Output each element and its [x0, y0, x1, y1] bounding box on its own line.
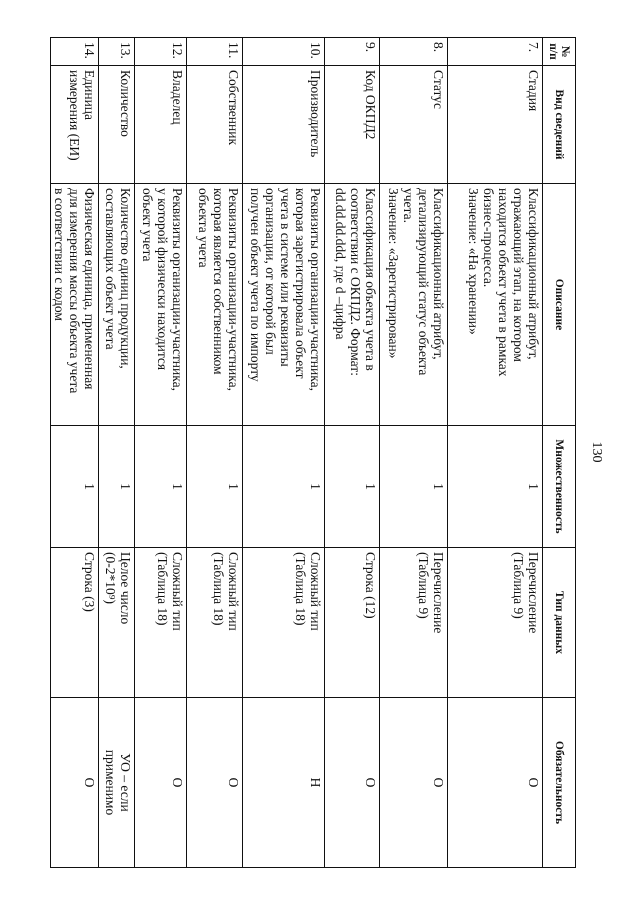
- cell-num: 11.: [187, 38, 243, 66]
- cell-desc: Физическая единица, примененная для измерения массы объекта учета в соответствии с кодом: [51, 184, 99, 426]
- data-table: [50, 37, 576, 868]
- cell-mult: 1: [448, 426, 543, 548]
- cell-req: УО – если применимо: [99, 698, 135, 868]
- cell-req: О: [187, 698, 243, 868]
- table-row: [99, 38, 135, 868]
- cell-num: 12.: [135, 38, 187, 66]
- cell-mult: 1: [187, 426, 243, 548]
- cell-kind: Статус: [380, 66, 448, 184]
- cell-req: О: [380, 698, 448, 868]
- cell-desc: Классификационный атрибут, детализирующий статус объекта учета. Значение: «Зарегистрирован»: [380, 184, 448, 426]
- header-req: Обязательность: [543, 698, 576, 868]
- table-row: [187, 38, 243, 868]
- cell-num: 13.: [99, 38, 135, 66]
- cell-desc: Классификационный атрибут, отражающий этап, на котором находится объект учета в рамках бизнес-процесса. Значение: «На хранении»: [448, 184, 543, 426]
- cell-num: 14.: [51, 38, 99, 66]
- header-mult: Множественность: [543, 426, 576, 548]
- table-row: [325, 38, 380, 868]
- cell-kind: Производитель: [243, 66, 325, 184]
- table-row: [380, 38, 448, 868]
- cell-desc: Классификация объекта учета в соответствии с ОКПД2. Формат: dd.dd.dd.ddd, где d –цифра: [325, 184, 380, 426]
- cell-num: 8.: [380, 38, 448, 66]
- cell-mult: 1: [380, 426, 448, 548]
- cell-type: Строка (12): [325, 548, 380, 698]
- cell-type: Сложный тип (Таблица 18): [243, 548, 325, 698]
- cell-req: О: [448, 698, 543, 868]
- cell-kind: Единица измерения (ЕИ): [51, 66, 99, 184]
- cell-kind: Код ОКПД2: [325, 66, 380, 184]
- cell-kind: Количество: [99, 66, 135, 184]
- cell-type: Целое число (0-2*10⁹): [99, 548, 135, 698]
- table-row: [448, 38, 543, 868]
- page-number: 130: [589, 441, 604, 463]
- cell-mult: 1: [99, 426, 135, 548]
- cell-type: Перечисление (Таблица 9): [448, 548, 543, 698]
- cell-kind: Стадия: [448, 66, 543, 184]
- cell-type: Перечисление (Таблица 9): [380, 548, 448, 698]
- cell-desc: Реквизиты организации-участника, которая является собственником объекта учета: [187, 184, 243, 426]
- cell-mult: 1: [325, 426, 380, 548]
- cell-type: Строка (3): [51, 548, 99, 698]
- cell-req: О: [51, 698, 99, 868]
- cell-desc: Количество единиц продукции, составляющих объект учета: [99, 184, 135, 426]
- table-row: [135, 38, 187, 868]
- cell-num: 9.: [325, 38, 380, 66]
- table-header-row: [543, 38, 576, 868]
- cell-req: О: [325, 698, 380, 868]
- cell-mult: 1: [51, 426, 99, 548]
- header-num: № п/п: [543, 38, 576, 66]
- cell-num: 7.: [448, 38, 543, 66]
- cell-mult: 1: [243, 426, 325, 548]
- document-table-rotated: [52, 37, 576, 867]
- cell-type: Сложный тип (Таблица 18): [187, 548, 243, 698]
- cell-desc: Реквизиты организации-участника, которая зарегистрировала объект учета в системе или реквизиты организации, от которой был получен объект учета по импорту: [243, 184, 325, 426]
- cell-num: 10.: [243, 38, 325, 66]
- header-desc: Описание: [543, 184, 576, 426]
- cell-desc: Реквизиты организации-участника, у которой физически находится объект учета: [135, 184, 187, 426]
- header-type: Тип данных: [543, 548, 576, 698]
- header-kind: Вид сведений: [543, 66, 576, 184]
- table-row: [51, 38, 99, 868]
- cell-kind: Владелец: [135, 66, 187, 184]
- cell-req: О: [135, 698, 187, 868]
- cell-kind: Собственник: [187, 66, 243, 184]
- table-row: [243, 38, 325, 868]
- cell-type: Сложный тип (Таблица 18): [135, 548, 187, 698]
- cell-mult: 1: [135, 426, 187, 548]
- cell-req: Н: [243, 698, 325, 868]
